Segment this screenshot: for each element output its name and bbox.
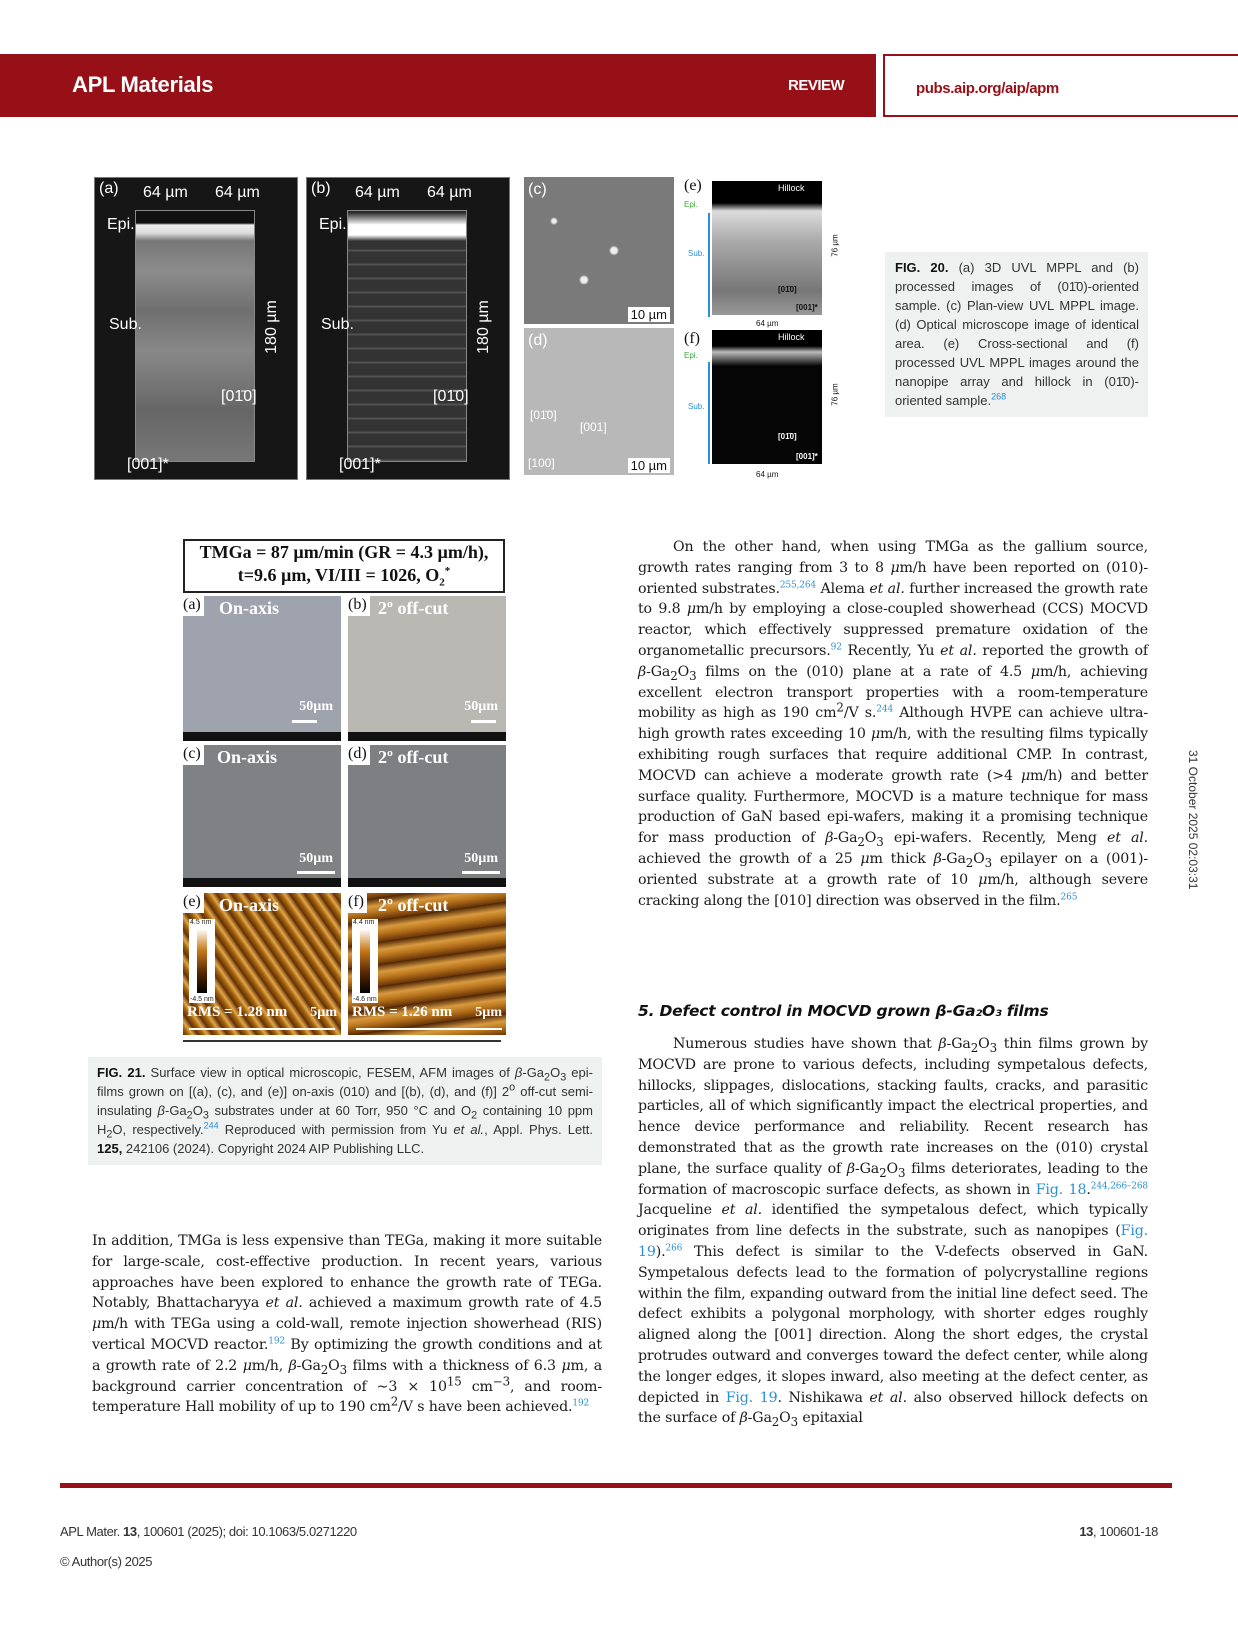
fig21-caption-ref[interactable]: 244 bbox=[203, 1120, 219, 1131]
fig21-c-scalebar bbox=[297, 871, 335, 874]
fig20-a-epi-label: Epi. bbox=[107, 216, 135, 233]
left-column-paragraph: In addition, TMGa is less expensive than TEGa, making it more suitable for large-scale, cost-effective production. In recent years, various approaches have been explored to enhance the growth rate of TEGa. Notably, Bhattacharyya et al. achieved a maximum growth rate of 4.5 μm/h with TEGa using a cold-wall, remote injection showerhead (RIS) vertical MOCVD reactor.$^{192}$ By optimizing the growth conditions and at a growth rate of 2.2 μm/h, $\beta-Ga_2O_3$ films with a thickness of 6.3 μm, a background carrier concentration of ∼3 × $10^{15}$ $cm^{-3}$, and room-temperature Hall mobility of up to 190 $cm^2/V$ s have been achieved.$^{192}$ bbox=[92, 1233, 603, 1416]
fig21-f-scalebar bbox=[356, 1028, 502, 1030]
fig20-panel-e bbox=[678, 177, 840, 327]
fig20-a-sub-label: Sub. bbox=[109, 316, 142, 333]
fig21-d-scalebar bbox=[462, 871, 500, 874]
citation-ref[interactable]: 244 bbox=[876, 704, 894, 715]
fig21-d-scale: 50µm bbox=[464, 851, 498, 866]
citation-ref[interactable]: 266 bbox=[665, 1243, 683, 1254]
fig20-panel-d bbox=[524, 328, 674, 475]
fig20-a-dim-left: 64 µm bbox=[143, 184, 188, 201]
fig21-c-info-strip bbox=[183, 878, 341, 887]
fig20-a-dir-horizontal: [001]* bbox=[127, 456, 169, 473]
fig20-a-dim-right: 64 µm bbox=[215, 184, 260, 201]
fig20-a-height-label: 180 µm bbox=[262, 300, 280, 354]
fig20-caption bbox=[895, 258, 1139, 410]
fig20-panel-b bbox=[306, 177, 510, 480]
fig21-f-cbar-max: 4.4 nm bbox=[353, 919, 375, 926]
fig19-link[interactable]: Fig. 19 bbox=[638, 1223, 1148, 1260]
fig21-d-tag: (d) bbox=[348, 745, 370, 765]
fig21-bottom-rule bbox=[183, 1040, 501, 1042]
fig20-e-hillock: Hillock bbox=[778, 183, 805, 193]
journal-title: APL Materials bbox=[72, 72, 214, 97]
fig21-c-tag: (c) bbox=[183, 745, 204, 765]
fig21-e-title: On-axis bbox=[219, 895, 280, 915]
fig21-e-scale: 5µm bbox=[310, 1005, 337, 1020]
fig20-d-axis-down: [100] bbox=[528, 456, 555, 470]
fig21-panel-b bbox=[348, 596, 506, 741]
fig20-e-height: 76 µm bbox=[830, 234, 840, 257]
fig21-a-scale: 50µm bbox=[299, 699, 333, 714]
fig21-caption-label: FIG. 21. bbox=[97, 1065, 146, 1080]
fig21-panel-c bbox=[183, 745, 341, 887]
fig20-caption-label: FIG. 20. bbox=[895, 260, 949, 275]
fig21-caption-box bbox=[88, 1057, 602, 1165]
fig21-b-scale: 50µm bbox=[464, 699, 498, 714]
fig21-f-rms: RMS = 1.26 nm bbox=[352, 1004, 453, 1020]
fig20-f-sub-bar bbox=[708, 362, 710, 464]
fig21-panel-d bbox=[348, 745, 506, 887]
fig20-e-epi: Epi. bbox=[684, 200, 698, 209]
fig21-b-title: 2º off-cut bbox=[378, 598, 449, 618]
right-column-paragraph-1: On the other hand, when using TMGa as the gallium source, growth rates ranging from 3 to 8 μm/h have been reported on (010)-oriented substrates.$^{255,264}$ Alema et al. further increased the growth rate to 9.8 μm/h by employing a close-coupled showerhead (CCS) MOCVD reactor, which effectively suppressed premature oxidation of the organometallic precursors.$^{92}$ Recently, Yu et al. reported the growth of $\beta-Ga_2O_3$ films on the (010) plane at a rate of 4.5 μm/h, achieving excellent electron transport properties with a room-temperature mobility as high as 190 $cm^2/V$ s.$^{244}$ Although HVPE can achieve ultra-high growth rates exceeding 10 μm/h, with the resulting films typically exhibiting rough surfaces that require additional CMP. In contrast, MOCVD can achieve a moderate growth rate (>4 μm/h) and better surface quality. Furthermore, MOCVD is a mature technique for mass production of GaN based epi-wafers, making it a promising technique for mass production of $\beta-Ga_2O_3$ epi-wafers. Recently, Meng et al. achieved the growth of a 25 μm thick $\beta-Ga_2O_3$ epilayer on a (001)-oriented substrate at a growth rate of 10 μm/h, although severe cracking along the [010] direction was observed in the film.$^{265}$ bbox=[638, 539, 1149, 909]
fig20-f-epi: Epi. bbox=[684, 351, 698, 360]
fig20-f-hillock: Hillock bbox=[778, 332, 805, 342]
fig21-b-tag: (b) bbox=[348, 596, 370, 616]
fig20-b-block bbox=[347, 210, 467, 462]
section-heading: 5. Defect control in MOCVD grown β-Ga₂O₃ films bbox=[638, 1002, 1049, 1020]
fig20-e-tag: (e) bbox=[684, 177, 702, 194]
fig20-f-sub: Sub. bbox=[688, 402, 705, 411]
fig21-caption: FIG. 21. Surface view in optical microscopic, FESEM, AFM images of $\beta-Ga_2O_3$ epi-films grown on [(a), (c), and (e)] on-axis (010) and [(b), (d), and (f)] 2$^o$ off-cut semi-insulating $\beta-Ga_2O_3$ substrates under at 60 Torr, 950 °C and $O_2$ containing 10 ppm $H_2O$, respectively.$^{244}$ Reproduced with permission from Yu et al., Appl. Phys. Lett. 125, 242106 (2024). Copyright 2024 AIP Publishing LLC. bbox=[97, 1065, 594, 1156]
citation-ref[interactable]: 265 bbox=[1060, 891, 1078, 902]
fig21-a-scalebar bbox=[292, 720, 317, 723]
fig21-f-scale: 5µm bbox=[475, 1005, 502, 1020]
fig21-d-title: 2º off-cut bbox=[378, 747, 449, 767]
fig20-f-image bbox=[712, 330, 822, 464]
fig21-e-rms: RMS = 1.28 nm bbox=[187, 1004, 288, 1020]
fig20-b-sub-label: Sub. bbox=[321, 316, 354, 333]
fig21-f-colorbar bbox=[352, 919, 378, 1003]
fig20-e-width: 64 µm bbox=[756, 319, 779, 328]
fig21-d-info-strip bbox=[348, 878, 506, 887]
fig20-b-dir-vertical: [01̄0] bbox=[433, 388, 469, 405]
fig21-conditions-line2: t=9.6 µm, VI/III = 1026, $O_2^*$ bbox=[237, 565, 451, 589]
fig20-c-tag: (c) bbox=[528, 181, 547, 198]
citation-ref[interactable]: 255,264 bbox=[779, 579, 817, 590]
fig20-panel-f bbox=[678, 330, 840, 480]
citation-ref[interactable]: 92 bbox=[830, 642, 842, 653]
fig21-conditions-line1: TMGa = 87 µm/min (GR = 4.3 µm/h), bbox=[199, 542, 489, 562]
citation-ref[interactable]: 192 bbox=[268, 1336, 285, 1347]
footer-citation: APL Mater. 13, 100601 (2025); doi: 10.1063/5.0271220 bbox=[60, 1524, 357, 1539]
fig21-panel-e bbox=[183, 893, 341, 1035]
fig20-b-tag: (b) bbox=[311, 180, 331, 197]
fig20-a-tag: (a) bbox=[99, 180, 119, 197]
fig20-d-axis-out: [01̄0] bbox=[530, 408, 557, 422]
fig21-a-tag: (a) bbox=[183, 596, 204, 616]
fig20-f-height: 76 µm bbox=[830, 383, 840, 406]
download-timestamp: 31 October 2025 02:03:31 bbox=[1186, 750, 1200, 890]
citation-ref[interactable]: 244,266–268 bbox=[1090, 1180, 1148, 1191]
journal-url-link[interactable]: pubs.aip.org/aip/apm bbox=[916, 80, 1059, 97]
fig21-b-scalebar bbox=[471, 720, 496, 723]
fig20-c-scale: 10 µm bbox=[628, 307, 670, 322]
fig21-panel-f bbox=[348, 893, 506, 1035]
fig21-e-scalebar bbox=[189, 1028, 335, 1030]
fig21-c-title: On-axis bbox=[217, 747, 278, 767]
fig20-f-dir-up: [01̄0] bbox=[778, 432, 797, 441]
fig21-e-colorbar bbox=[189, 919, 215, 1003]
fig20-e-image bbox=[712, 181, 822, 315]
fig20-a-dir-vertical: [01̄0] bbox=[221, 388, 257, 405]
fig20-b-dim-right: 64 µm bbox=[427, 184, 472, 201]
fig20-b-height-label: 180 µm bbox=[474, 300, 492, 354]
fig20-d-tag: (d) bbox=[528, 332, 548, 349]
fig19-link[interactable]: Fig. 19 bbox=[725, 1389, 778, 1406]
article-type-label: REVIEW bbox=[788, 77, 845, 94]
fig21-a-info-strip bbox=[183, 732, 341, 741]
fig20-a-block bbox=[135, 210, 255, 462]
fig20-e-sub-bar bbox=[708, 213, 710, 317]
fig21-caption-volume: 125, bbox=[97, 1141, 123, 1156]
fig20-e-dir-right: [001]* bbox=[796, 303, 818, 312]
fig20-f-dir-right: [001]* bbox=[796, 452, 818, 461]
fig20-panel-a bbox=[94, 177, 298, 480]
fig20-caption-ref[interactable]: 268 bbox=[991, 391, 1007, 402]
fig20-b-dim-left: 64 µm bbox=[355, 184, 400, 201]
fig20-e-dir-up: [01̄0] bbox=[778, 285, 797, 294]
fig20-panel-c bbox=[524, 177, 674, 324]
fig21-e-tag: (e) bbox=[183, 893, 204, 913]
fig21-conditions-box bbox=[183, 539, 505, 593]
fig20-f-tag: (f) bbox=[684, 330, 700, 347]
fig21-f-title: 2º off-cut bbox=[378, 895, 449, 915]
citation-ref[interactable]: 192 bbox=[572, 1398, 590, 1409]
fig21-f-tag: (f) bbox=[348, 893, 367, 913]
fig20-caption-box bbox=[885, 252, 1148, 417]
fig21-e-cbar-max: 4.5 nm bbox=[190, 919, 212, 926]
fig20-d-scale: 10 µm bbox=[628, 458, 670, 473]
fig20-f-width: 64 µm bbox=[756, 470, 779, 479]
fig21-f-cbar-min: -4.6 nm bbox=[353, 996, 377, 1003]
fig21-b-info-strip bbox=[348, 732, 506, 741]
fig21-e-cbar-min: -4.5 nm bbox=[190, 996, 214, 1003]
fig20-b-epi-label: Epi. bbox=[319, 216, 347, 233]
footer-page-number: 13, 100601-18 bbox=[1079, 1524, 1158, 1539]
fig18-link[interactable]: Fig. 18 bbox=[1035, 1181, 1087, 1198]
fig21-a-title: On-axis bbox=[219, 598, 280, 618]
fig20-b-dir-horizontal: [001]* bbox=[339, 456, 381, 473]
fig20-caption-text: (a) 3D UVL MPPL and (b) processed images of (01̄0)-oriented sample. (c) Plan-view UVL MPPL image. (d) Optical microscope image of identical area. (e) Cross-sectional and (f) processed UVL MPPL images around the nanopipe array and hillock in (01̄0)-oriented sample. bbox=[895, 260, 1139, 408]
fig20-d-axis-right: [001] bbox=[580, 420, 607, 434]
right-column-paragraph-2: Numerous studies have shown that $\beta-Ga_2O_3$ thin films grown by MOCVD are prone to various defects, including sympetalous defects, hillocks, slippages, dislocations, stacking faults, cracks, and parasitic particles, all of which significantly impact the electrical properties, and hence device performance and reliability. Recent research has demonstrated that as the growth rate increases on the (010) crystal plane, the surface quality of $\beta-Ga_2O_3$ films deteriorates, leading to the formation of macroscopic surface defects, as shown in Fig. 18.$^{244,266-268}$ Jacqueline et al. identified the sympetalous defect, which typically originates from line defects in the substrate, such as nanopipes (Fig. 19).$^{266}$ This defect is similar to the V-defects observed in GaN. Sympetalous defects lead to the formation of polycrystalline regions within the film, expanding outward from the initial line defect seed. The defect exhibits a polygonal morphology, with shorter edges roughly aligned along the [001] direction. Along the short edges, the crystal protrudes outward and converges toward the defect center, while along the longer edges, it slopes inward, also meeting at the defect center, as depicted in Fig. 19. Nishikawa et al. also observed hillock defects on the surface of $\beta-Ga_2O_3$ epitaxial bbox=[638, 1036, 1149, 1430]
footer-rule bbox=[60, 1483, 1172, 1488]
footer-copyright: © Author(s) 2025 bbox=[60, 1554, 153, 1569]
fig21-c-scale: 50µm bbox=[299, 851, 333, 866]
fig20-e-sub: Sub. bbox=[688, 249, 705, 258]
fig21-panel-a bbox=[183, 596, 341, 741]
